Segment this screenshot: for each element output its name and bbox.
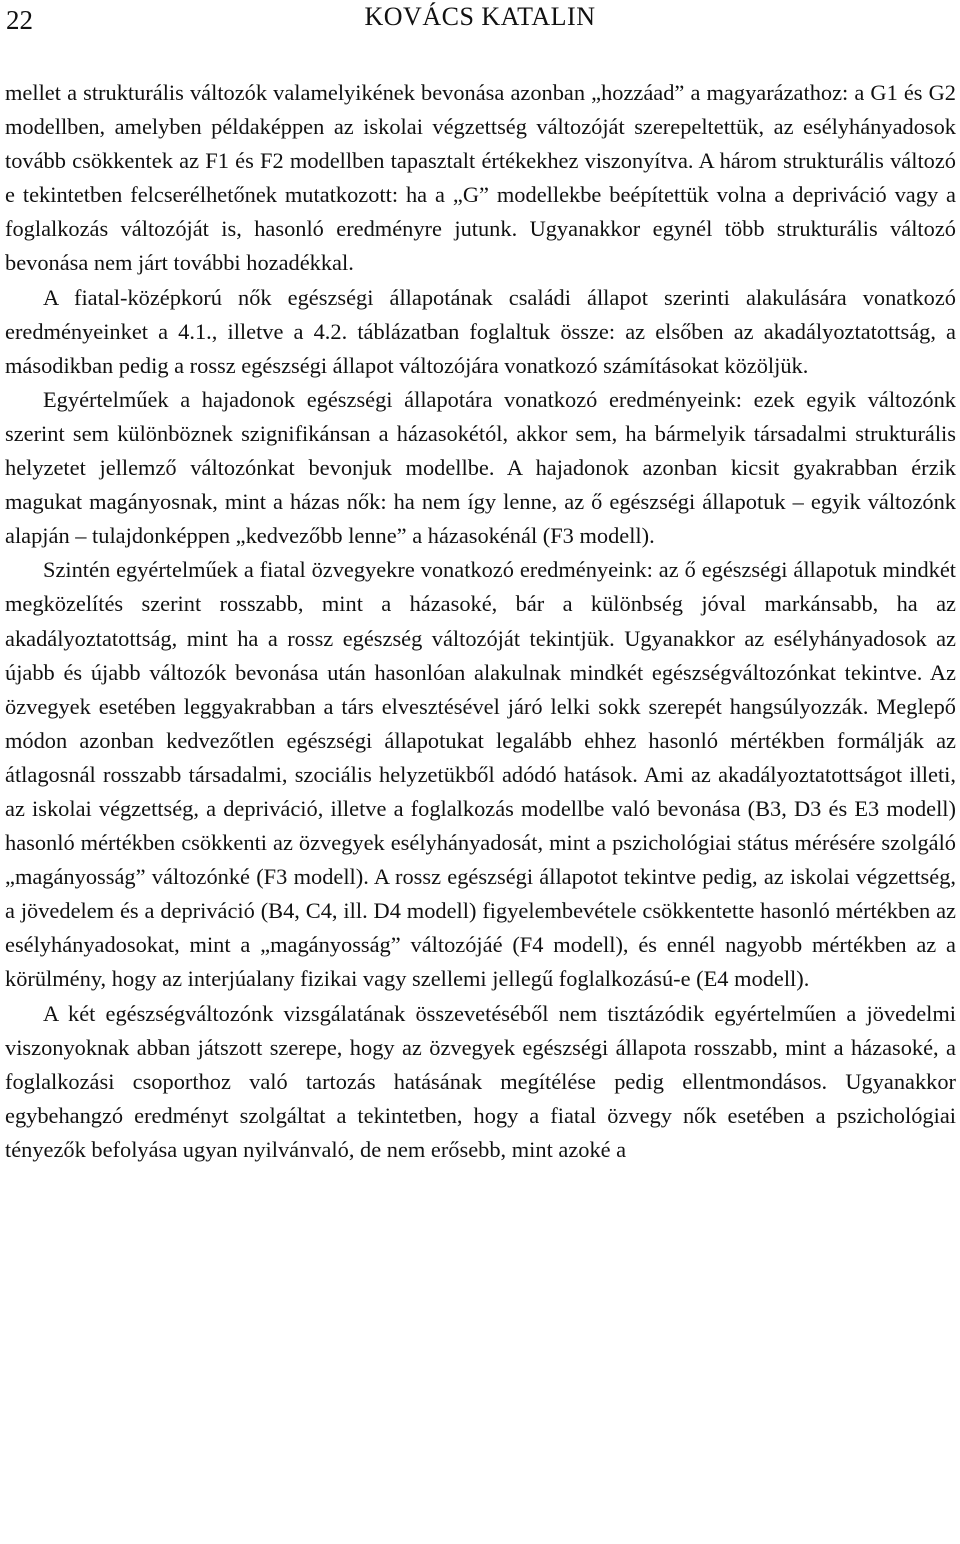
page-number: 22 xyxy=(6,5,33,35)
paragraph: Egyértelműek a hajadonok egészségi állapotára vonatkozó eredményeink: ezek egyik változónk szerint sem különböznek szignifikánsan a házasokétól, akkor sem, ha bármelyik társadalmi strukturális helyzetet jellemző változónkat bevonjuk modellbe. A hajadonok azonban kicsit gyakrabban érzik magukat magányosnak, mint a házas nők: ha nem így lenne, az ő egészségi állapotuk – egyik változónk alapján – tulajdonképpen „kedvezőbb lenne” a házasokénál (F3 modell). xyxy=(5,386,956,549)
running-head: KOVÁCS KATALIN xyxy=(364,2,596,31)
paragraph: A fiatal-középkorú nők egészségi állapotának családi állapot szerinti alakulására vonatkozó eredményeinket a 4.1., illetve a 4.2. táblázatban foglaltuk össze: az elsőben az akadályoztatottság, a másodikban pedig a rossz egészségi állapot változójára vonatkozó számításokat közöljük. xyxy=(5,284,956,378)
paragraph: A két egészségváltozónk vizsgálatának összevetéséből nem tisztázódik egyértelműen a jövedelmi viszonyoknak abban játszott szerepe, hogy az özvegyek egészségi állapota rosszabb, mint a házasoké, a foglalkozási csoporthoz való tartozás hatásának megítélése pedig ellentmondásos. Ugyanakkor egybehangzó eredményt szolgáltat a tekintetben, hogy a fiatal özvegy nők esetében a pszichológiai tényezők befolyása ugyan nyilvánvaló, de nem erősebb, mint azoké a xyxy=(5,1000,956,1162)
paragraph: Szintén egyértelműek a fiatal özvegyekre vonatkozó eredményeink: az ő egészségi állapotuk mindkét megközelítés szerint rosszabb, mint a házasoké, bár a különbség jóval markánsabb, ha az akadályoztatottság, mint ha a rossz egészség változóját tekintjük. Ugyanakkor az esélyhányadosok az újabb és újabb változók bevonása után hasonlóan alakulnak mindkét egészségváltozónkat tekintve. Az özvegyek esetében leggyakrabban a társ elvesztésével járó lelki sokk szerepét hangsúlyozzák. Meglepő módon azonban kedvezőtlen egészségi állapotukat legalább ehhez hasonló mértékben formálják az átlagosnál rosszabb társadalmi, szociális helyzetükből adódó hatások. Ami az akadályoztatottságot illeti, az iskolai végzettség, a depriváció, illetve a foglalkozás modellbe való bevonása (B3, D3 és E3 modell) hasonló mértékben csökkenti az özvegyek esélyhányadosát, mint a pszichológiai státus mérésére szolgáló „magányosság” változónké (F3 modell). A rossz egészségi állapotot tekintve pedig, az iskolai végzettség, a jövedelem és a depriváció (B4, C4, ill. D4 modell) figyelembevétele csökkentette hasonló mértékben az esélyhányadosokat, mint a „magányosság” változójáé (F4 modell), és ennél nagyobb mértékben az a körülmény, hogy az interjúalany fizikai vagy szellemi jellegű foglalkozású-e (E4 modell). xyxy=(5,557,956,992)
page-header xyxy=(0,0,960,44)
paragraph: mellet a strukturális változók valamelyikének bevonása azonban „hozzáad” a magyarázathoz: a G1 és G2 modellben, amelyben példaképpen az iskolai végzettség változóját szerepeltettük, az esélyhányadosok tovább csökkentek az F1 és F2 modellben tapasztalt értékekhez viszonyítva. A három strukturális változó e tekintetben felcserélhetőnek mutatkozott: ha a „G” modellekbe beépítettük volna a depriváció vagy a foglalkozás változóját is, hasonló eredményre jutunk. Ugyanakkor egynél több strukturális változó bevonása nem járt további hozadékkal. xyxy=(5,80,956,276)
body-text xyxy=(5,76,956,1167)
